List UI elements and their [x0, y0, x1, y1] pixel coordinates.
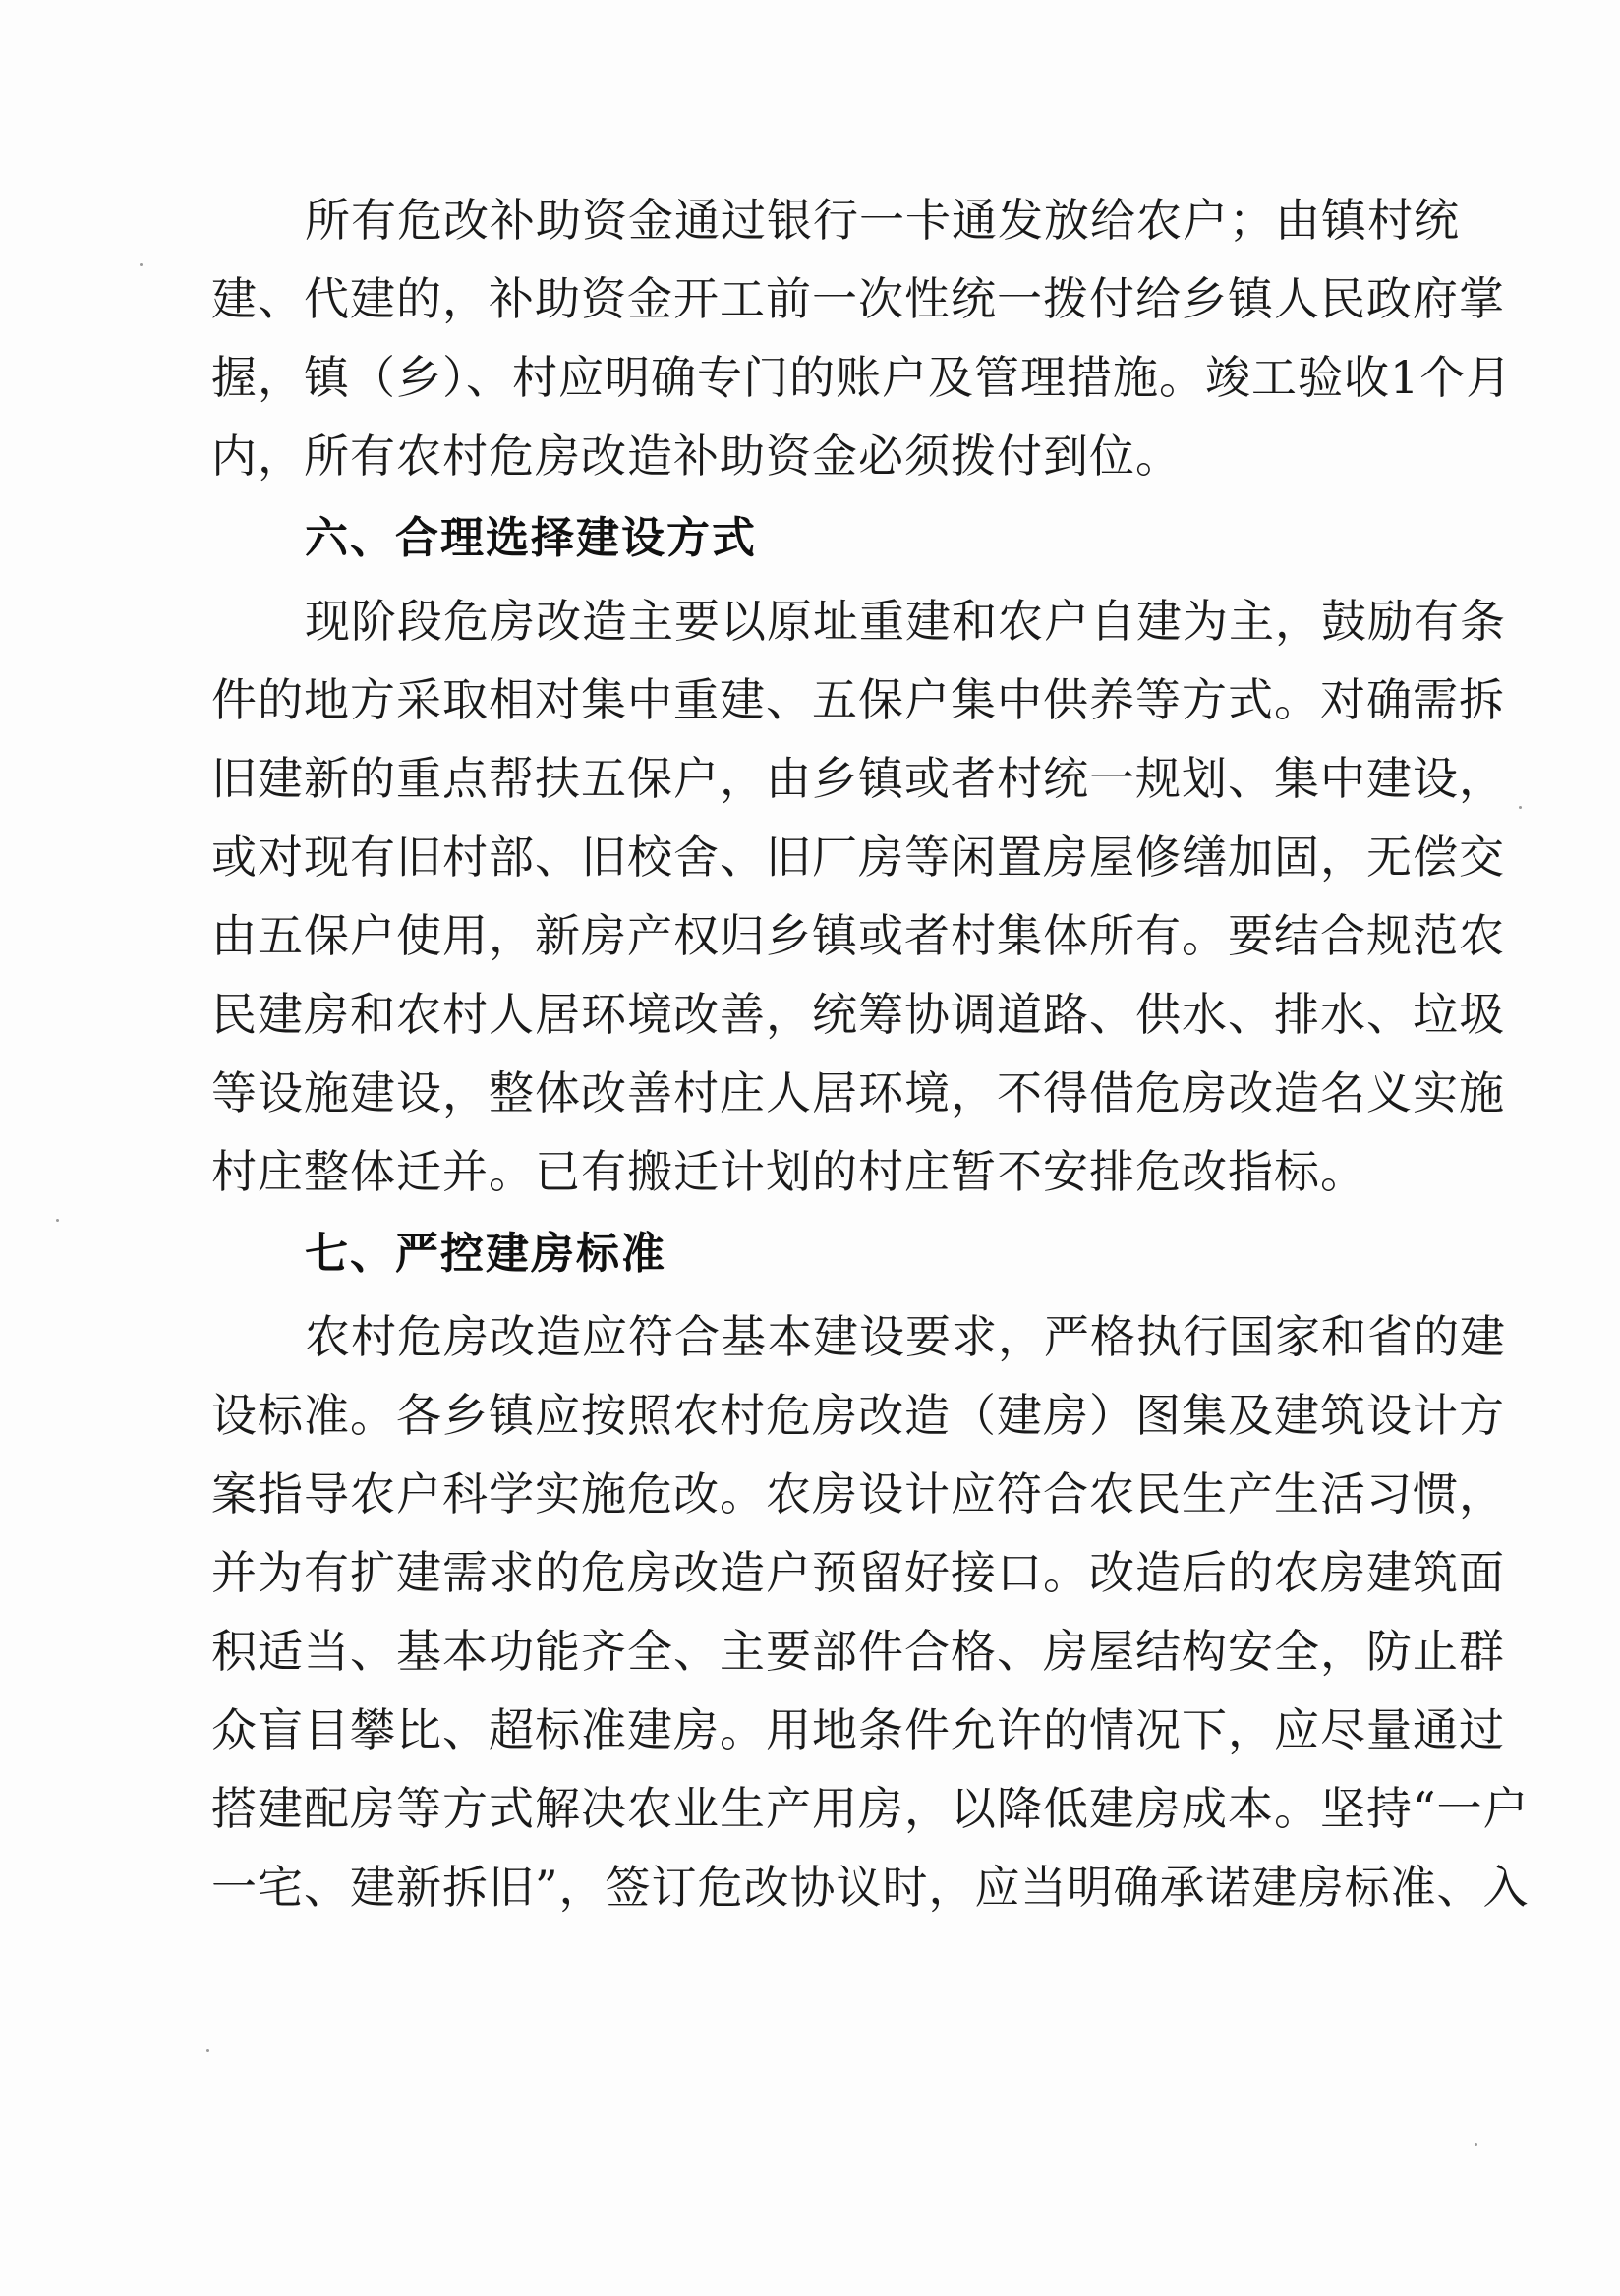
paragraph-3-line-5: 积适当、基本功能齐全、主要部件合格、房屋结构安全，防止群 [211, 1625, 1505, 1678]
paragraph-2-line-1: 现阶段危房改造主要以原址重建和农户自建为主，鼓励有条 [305, 595, 1506, 648]
paragraph-2-line-2: 件的地方采取相对集中重建、五保户集中供养等方式。对确需拆 [211, 673, 1505, 726]
paragraph-1-line-3: 握，镇（乡）、村应明确专门的账户及管理措施。竣工验收1个月 [211, 351, 1513, 404]
paragraph-3-line-4: 并为有扩建需求的危房改造户预留好接口。改造后的农房建筑面 [211, 1546, 1505, 1599]
paragraph-1-line-4: 内，所有农村危房改造补助资金必须拨付到位。 [211, 430, 1182, 483]
paragraph-3-line-3: 案指导农户科学实施危改。农房设计应符合农民生产生活习惯， [211, 1467, 1505, 1521]
paragraph-1-line-2: 建、代建的，补助资金开工前一次性统一拨付给乡镇人民政府掌 [211, 272, 1505, 325]
scan-speck [56, 1219, 59, 1222]
scan-speck [206, 2049, 209, 2052]
scan-speck [1475, 2143, 1477, 2146]
scan-speck [1519, 806, 1522, 809]
paragraph-2-line-3: 旧建新的重点帮扶五保户，由乡镇或者村统一规划、集中建设， [211, 752, 1505, 805]
paragraph-2-line-7: 等设施建设，整体改善村庄人居环境，不得借危房改造名义实施 [211, 1066, 1505, 1119]
paragraph-3-line-1: 农村危房改造应符合基本建设要求，严格执行国家和省的建 [305, 1310, 1506, 1363]
scan-speck [140, 263, 143, 266]
paragraph-2-line-8: 村庄整体迁并。已有搬迁计划的村庄暂不安排危改指标。 [211, 1145, 1366, 1198]
paragraph-3-line-8: 一宅、建新拆旧”，签订危改协议时，应当明确承诺建房标准、入 [211, 1861, 1530, 1914]
paragraph-3-line-7: 搭建配房等方式解决农业生产用房，以降低建房成本。坚持“一户 [211, 1782, 1530, 1835]
paragraph-2-line-6: 民建房和农村人居环境改善，统筹协调道路、供水、排水、垃圾 [211, 988, 1505, 1041]
section-heading-6: 六、合理选择建设方式 [305, 513, 757, 563]
paragraph-1-line-1: 所有危改补助资金通过银行一卡通发放给农户；由镇村统 [305, 194, 1460, 247]
paragraph-3-line-6: 众盲目攀比、超标准建房。用地条件允许的情况下，应尽量通过 [211, 1703, 1505, 1756]
section-heading-7: 七、严控建房标准 [305, 1229, 666, 1279]
paragraph-2-line-4: 或对现有旧村部、旧校舍、旧厂房等闲置房屋修缮加固，无偿交 [211, 831, 1505, 884]
paragraph-3-line-2: 设标准。各乡镇应按照农村危房改造（建房）图集及建筑设计方 [211, 1389, 1505, 1442]
paragraph-2-line-5: 由五保户使用，新房产权归乡镇或者村集体所有。要结合规范农 [211, 909, 1505, 962]
